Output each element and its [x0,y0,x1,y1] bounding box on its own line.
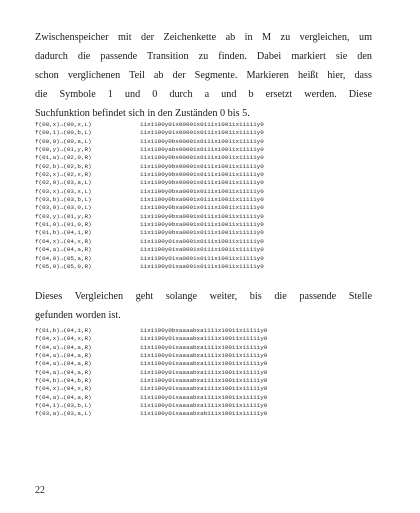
tape-content: 11x1100y0bx00001x0111x10011x11111y0 [140,162,264,170]
trace-row [35,154,380,162]
transition-rule: f(03,y)→(01,y,R) [35,212,92,220]
trace-row [35,255,380,263]
trace-row [35,385,380,393]
trace-row [35,188,380,196]
tape-content: 11x1100y0bxa0001x0111x10011x11111y0 [140,204,264,212]
tape-content: 11x1100y01xaaaabxa1111x10011x11111y0 [140,377,268,385]
trace-row [35,196,380,204]
trace-row [35,410,380,418]
tape-content: 11x1100y01xaaaabxab111x10011x11111y0 [140,410,268,418]
trace-row [35,402,380,410]
tape-content: 11x1100y0bx00001x0111x10011x11111y0 [140,137,264,145]
tape-content: 11x1100y01xaaaabxa1111x10011x11111y0 [140,352,268,360]
text-line: Zwischenspeicher mit der Zeichenkette ab in M zu vergleichen, um [35,32,372,43]
text-line: schon verglichenen Teil ab der Segmente. Markieren heißt hier, dass [35,70,372,81]
tape-content: 11x1100y0bxaaaabxa1111x10011x11111y0 [140,327,268,334]
trace-row [35,163,380,171]
trace-row [35,263,380,271]
tape-content: 11x1100y01x00001x0111x10011x11111y0 [140,121,264,128]
transition-rule: f(02,x)→(02,x,R) [35,171,92,179]
trace-row [35,121,380,129]
transition-trace-block-1 [35,121,380,271]
transition-rule: f(04,a)→(04,a,R) [35,360,92,368]
trace-row [35,352,380,360]
transition-rule: f(03,a)→(03,a,L) [35,410,92,418]
tape-content: 11x1100yabx00001x0111x10011x11111y0 [140,146,264,154]
trace-row [35,360,380,368]
tape-content: 11x1100y0bxa0001x0111x10011x11111y0 [140,212,264,220]
transition-rule: f(04,a)→(04,a,R) [35,393,92,401]
transition-rule: f(00,1)→(00,b,L) [35,129,92,137]
trace-row [35,213,380,221]
tape-content: 11x1100y01xaaaabxa1111x10011x11111y0 [140,385,268,393]
tape-content: 11x1100y01xaaaabxa1111x10011x11111y0 [140,368,268,376]
tape-content: 11x1100y01xaaaabxa1111x10011x11111y0 [140,402,268,410]
transition-rule: f(04,a)→(04,a,R) [35,352,92,360]
tape-content: 11x1100y0bx00001x0111x10011x11111y0 [140,171,264,179]
tape-content: 11x1100y01xaaaabxa1111x10011x11111y0 [140,335,268,343]
trace-row [35,344,380,352]
transition-rule: f(02,b)→(02,b,R) [35,162,92,170]
trace-row [35,377,380,385]
transition-rule: f(04,a)→(04,a,R) [35,368,92,376]
trace-row [35,327,380,335]
trace-row [35,369,380,377]
transition-rule: f(00,x)→(00,x,L) [35,121,92,128]
trace-row [35,238,380,246]
transition-rule: f(01,0)→(01,0,R) [35,221,92,229]
trace-row [35,246,380,254]
transition-rule: f(00,0)→(00,a,L) [35,137,92,145]
transition-rule: f(03,0)→(03,0,L) [35,204,92,212]
tape-content: 11x1100y01xaaaabxa1111x10011x11111y0 [140,360,268,368]
transition-rule: f(05,0)→(05,0,R) [35,262,92,270]
transition-rule: f(04,a)→(04,a,R) [35,246,92,254]
tape-content: 11x1100y01x00001x0111x10011x11111y0 [140,129,264,137]
trace-row [35,335,380,343]
tape-content: 11x1100y0bxa0001x0111x10011x11111y0 [140,229,264,237]
trace-row [35,229,380,237]
trace-row [35,171,380,179]
tape-content: 11x1100y0bxa0001x0111x10011x11111y0 [140,196,264,204]
transition-rule: f(03,b)→(03,b,L) [35,196,92,204]
tape-content: 11x1100y0bx00001x0111x10011x11111y0 [140,179,264,187]
paragraph-intro [35,28,372,123]
text-line: Dieses Vergleichen geht solange weiter, bis die passende Stelle [35,291,372,302]
transition-rule: f(03,x)→(03,x,L) [35,187,92,195]
paragraph-comparison [35,287,372,325]
tape-content: 11x1100y0bxa0001x0111x10011x11111y0 [140,221,264,229]
trace-row [35,179,380,187]
trace-row [35,221,380,229]
tape-content: 11x1100y01xa0001x0111x10011x11111y0 [140,237,264,245]
transition-rule: f(04,x)→(04,x,R) [35,335,92,343]
transition-rule: f(04,a)→(04,a,R) [35,343,92,351]
trace-row [35,204,380,212]
tape-content: 11x1100y01xaaaabxa1111x10011x11111y0 [140,343,268,351]
transition-rule: f(04,x)→(04,x,R) [35,385,92,393]
tape-content: 11x1100y01xaa001x0111x10011x11111y0 [140,262,264,270]
trace-row [35,146,380,154]
transition-rule: f(01,b)→(04,1,R) [35,327,92,334]
page-number: 22 [35,485,45,496]
transition-rule: f(00,y)→(01,y,R) [35,146,92,154]
tape-content: 11x1100y01xaaaabxa1111x10011x11111y0 [140,393,268,401]
trace-row [35,129,380,137]
transition-rule: f(04,0)→(05,a,R) [35,254,92,262]
tape-content: 11x1100y01xa0001x0111x10011x11111y0 [140,254,264,262]
text-line: Suchfunktion befindet sich in den Zuständen 0 bis 5. [35,108,250,119]
tape-content: 11x1100y0bxa0001x0111x10011x11111y0 [140,187,264,195]
text-line: dadurch die passende Transition zu finden. Dabei markiert sie den [35,51,372,62]
transition-rule: f(02,0)→(03,a,L) [35,179,92,187]
tape-content: 11x1100y0bx00001x0111x10011x11111y0 [140,154,264,162]
trace-row [35,394,380,402]
tape-content: 11x1100y01xa0001x0111x10011x11111y0 [140,246,264,254]
trace-row [35,138,380,146]
transition-trace-block-2 [35,327,380,419]
transition-rule: f(01,b)→(04,1,R) [35,229,92,237]
text-line: die Symbole 1 und 0 durch a und b ersetzt werden. Diese [35,89,372,100]
transition-rule: f(04,x)→(04,x,R) [35,237,92,245]
transition-rule: f(01,a)→(02,0,R) [35,154,92,162]
transition-rule: f(04,1)→(03,b,L) [35,402,92,410]
text-line: gefunden worden ist. [35,310,121,321]
transition-rule: f(04,b)→(04,b,R) [35,377,92,385]
